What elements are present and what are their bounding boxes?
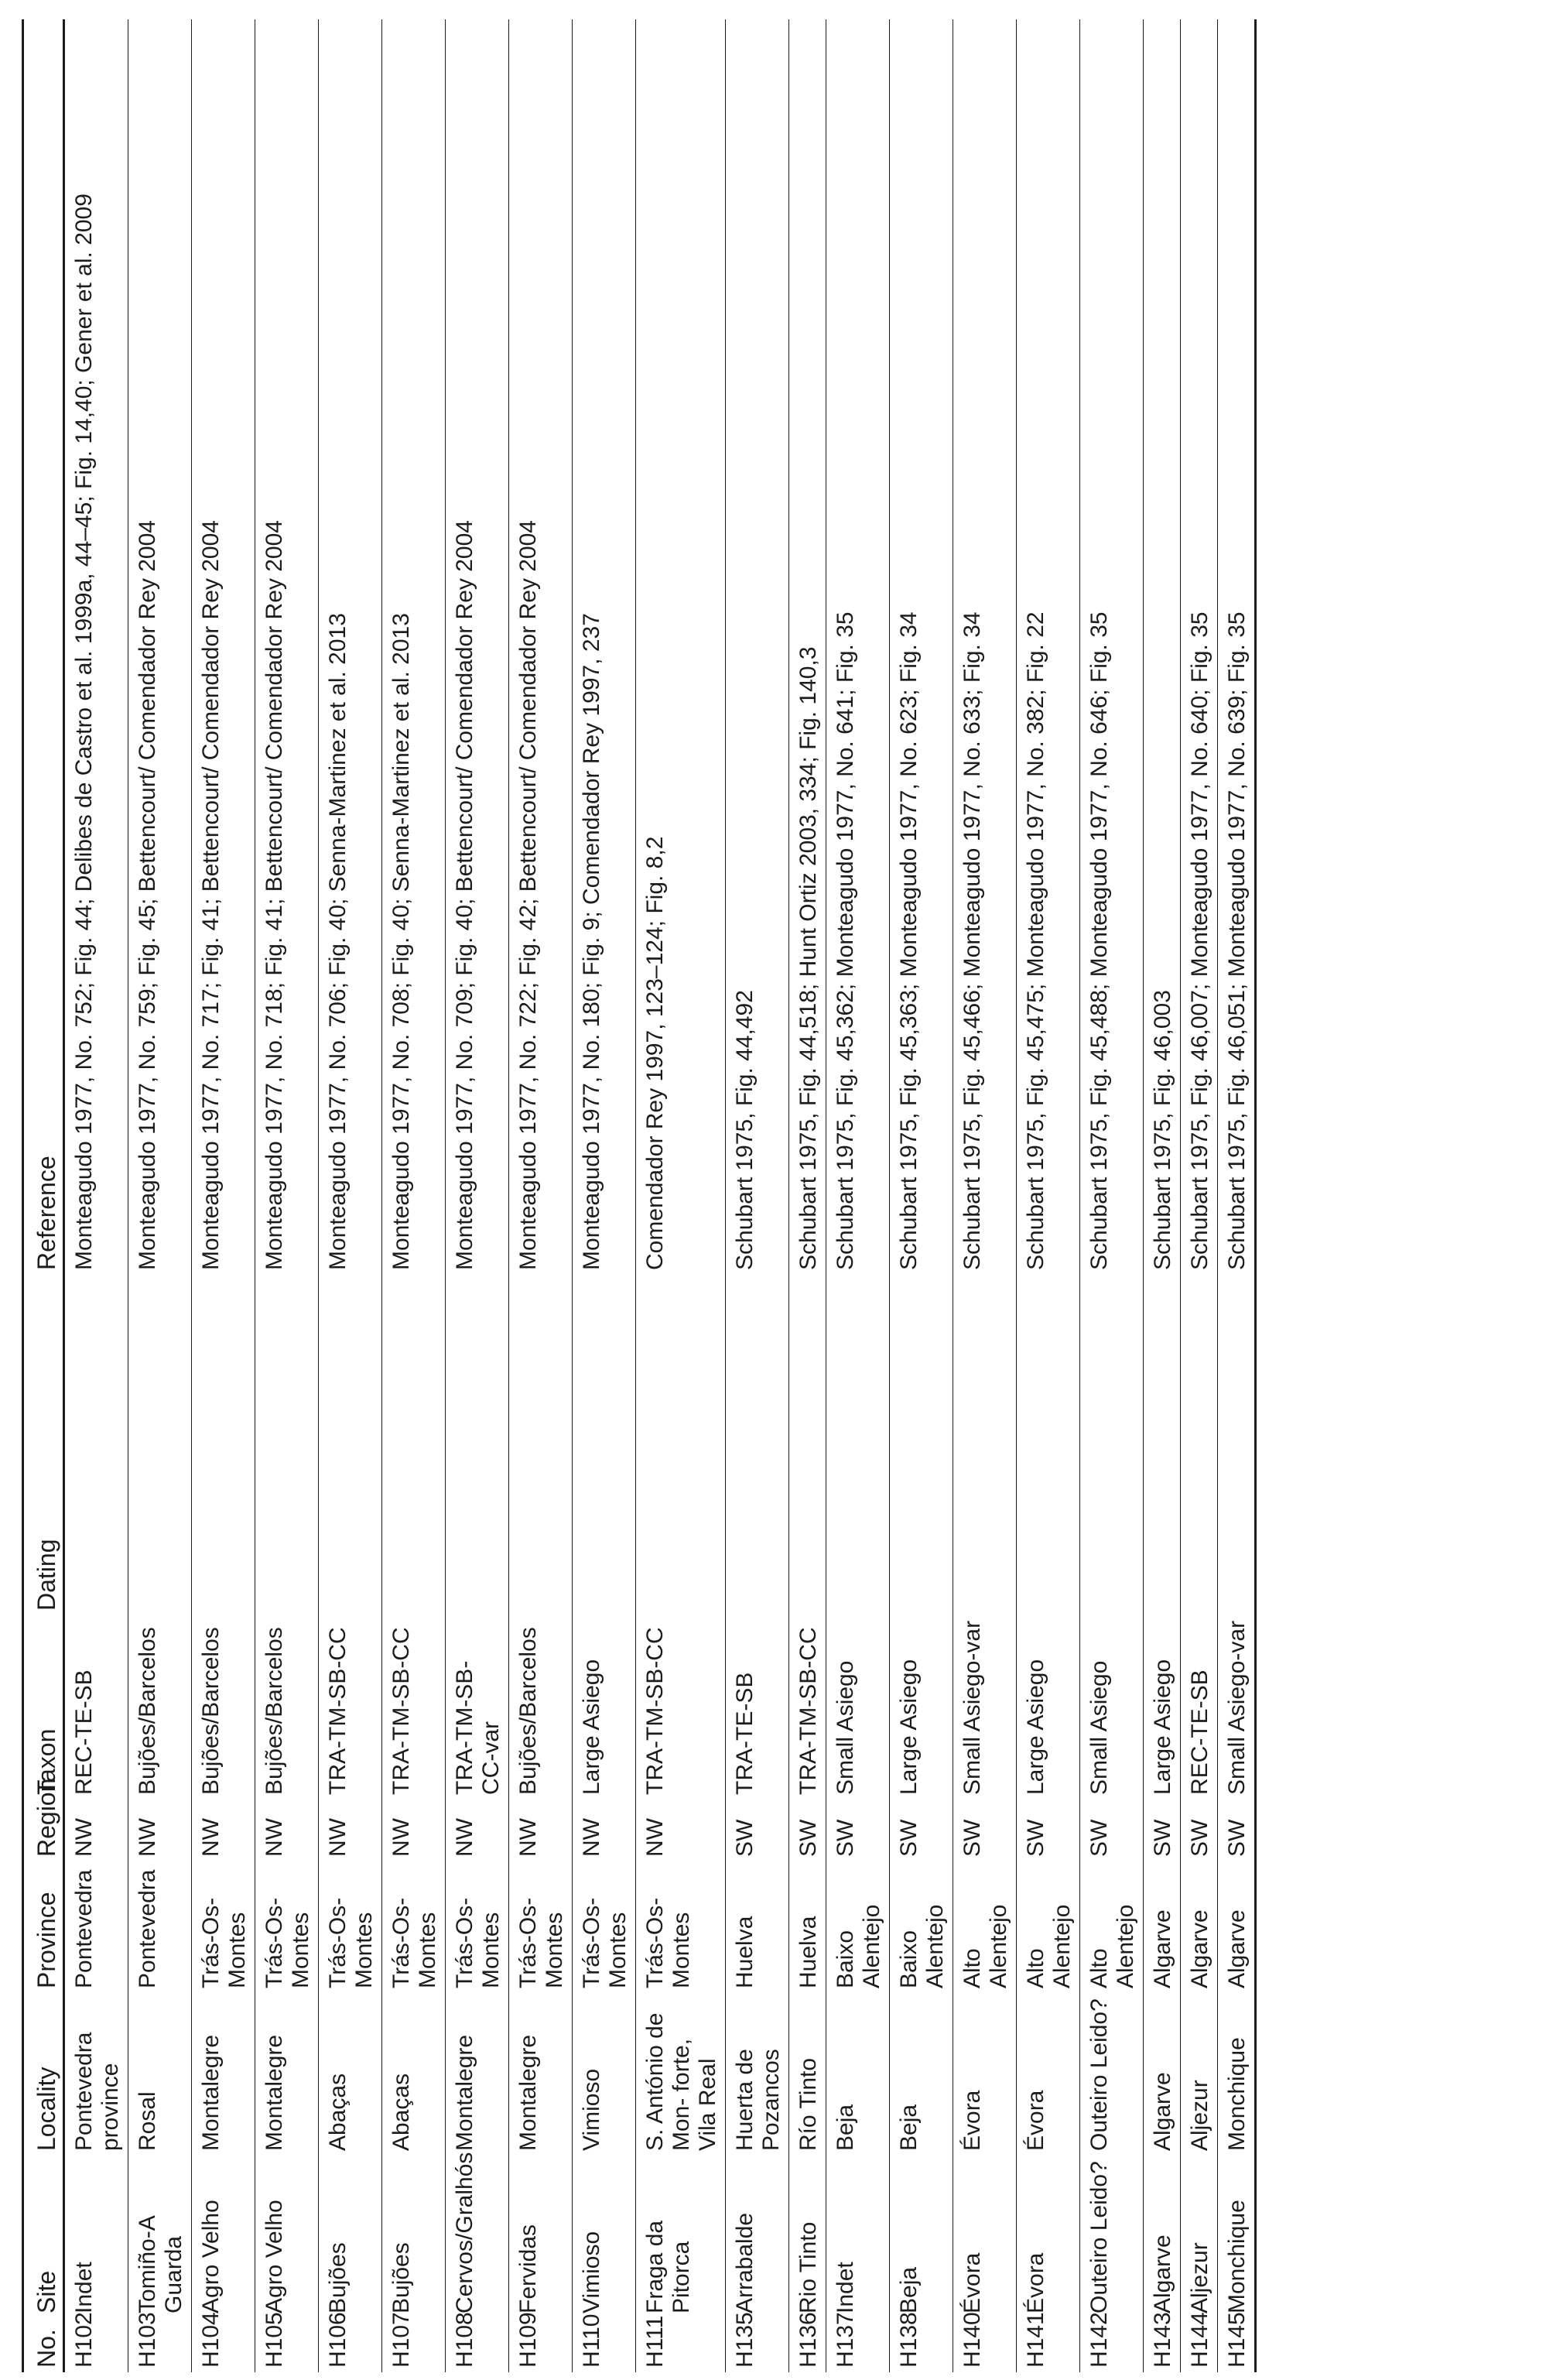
cell-site: Cervos/Gralhós xyxy=(446,2156,509,2318)
table-row xyxy=(64,19,128,2372)
cell-province: Trás-Os-Montes xyxy=(192,1861,255,1993)
table-row xyxy=(192,19,255,2372)
cell-locality: Montalegre xyxy=(255,1993,319,2156)
cell-dating xyxy=(573,1275,636,1615)
header-region: Region xyxy=(23,1800,64,1861)
table-row xyxy=(128,19,192,2372)
cell-locality: Río Tinto xyxy=(789,1993,826,2156)
cell-reference: Schubart 1975, Fig. 45,362; Monteagudo 1977, No. 641; Fig. 35 xyxy=(826,19,890,1275)
cell-province: Pontevedra xyxy=(64,1861,128,1993)
table-row xyxy=(1017,19,1080,2372)
cell-taxon: Large Asiego xyxy=(573,1615,636,1800)
cell-province: Baixo Alentejo xyxy=(826,1861,890,1993)
table-row xyxy=(890,19,953,2372)
cell-site: Algarve xyxy=(1144,2156,1181,2318)
table-row xyxy=(636,19,726,2372)
table-header-row xyxy=(23,19,64,2372)
cell-reference: Monteagudo 1977, No. 180; Fig. 9; Comendador Rey 1997, 237 xyxy=(573,19,636,1275)
cell-region: NW xyxy=(382,1800,446,1861)
cell-province: Alto Alentejo xyxy=(1080,1861,1144,1993)
cell-dating xyxy=(192,1275,255,1615)
table-row xyxy=(726,19,789,2372)
cell-locality: Pontevedra province xyxy=(64,1993,128,2156)
cell-no: H107 xyxy=(382,2318,446,2372)
cell-locality: Algarve xyxy=(1144,1993,1181,2156)
cell-region: NW xyxy=(573,1800,636,1861)
cell-taxon: Small Asiego xyxy=(1080,1615,1144,1800)
cell-taxon: TRA-TM-SB-CC xyxy=(636,1615,726,1800)
cell-taxon: Bujões/Barcelos xyxy=(192,1615,255,1800)
cell-site: Vimioso xyxy=(573,2156,636,2318)
cell-reference: Schubart 1975, Fig. 45,475; Monteagudo 1977, No. 382; Fig. 22 xyxy=(1017,19,1080,1275)
header-dating: Dating xyxy=(23,1275,64,1615)
cell-dating xyxy=(255,1275,319,1615)
cell-locality: Abaças xyxy=(382,1993,446,2156)
cell-dating xyxy=(319,1275,382,1615)
cell-dating xyxy=(890,1275,953,1615)
cell-locality: Montalegre xyxy=(446,1993,509,2156)
cell-dating xyxy=(1080,1275,1144,1615)
cell-reference: Schubart 1975, Fig. 46,003 xyxy=(1144,19,1181,1275)
table-row xyxy=(1144,19,1181,2372)
cell-region: NW xyxy=(255,1800,319,1861)
cell-site: Indet xyxy=(64,2156,128,2318)
cell-locality: Monchique xyxy=(1218,1993,1256,2156)
cell-reference: Schubart 1975, Fig. 45,488; Monteagudo 1977, No. 646; Fig. 35 xyxy=(1080,19,1144,1275)
cell-taxon: Bujões/Barcelos xyxy=(128,1615,192,1800)
cell-no: H103 xyxy=(128,2318,192,2372)
cell-taxon: TRA-TM-SB-CC xyxy=(319,1615,382,1800)
cell-reference: Schubart 1975, Fig. 46,007; Monteagudo 1977, No. 640; Fig. 35 xyxy=(1181,19,1218,1275)
cell-locality: Aljezur xyxy=(1181,1993,1218,2156)
cell-province: Huelva xyxy=(789,1861,826,1993)
cell-region: SW xyxy=(1017,1800,1080,1861)
cell-reference: Monteagudo 1977, No. 708; Fig. 40; Senna-Martinez et al. 2013 xyxy=(382,19,446,1275)
catalogue-table xyxy=(22,19,1257,2372)
cell-no: H136 xyxy=(789,2318,826,2372)
cell-region: SW xyxy=(826,1800,890,1861)
cell-locality: Beja xyxy=(890,1993,953,2156)
cell-province: Trás-Os-Montes xyxy=(255,1861,319,1993)
cell-locality: Évora xyxy=(953,1993,1017,2156)
cell-dating xyxy=(1218,1275,1256,1615)
cell-dating xyxy=(1144,1275,1181,1615)
cell-site: Agro Velho xyxy=(255,2156,319,2318)
header-province: Province xyxy=(23,1861,64,1993)
cell-locality: Montalegre xyxy=(509,1993,573,2156)
cell-no: H141 xyxy=(1017,2318,1080,2372)
cell-no: H143 xyxy=(1144,2318,1181,2372)
cell-no: H104 xyxy=(192,2318,255,2372)
cell-no: H140 xyxy=(953,2318,1017,2372)
cell-reference: Monteagudo 1977, No. 706; Fig. 40; Senna-Martinez et al. 2013 xyxy=(319,19,382,1275)
table-row xyxy=(1218,19,1256,2372)
table-row xyxy=(382,19,446,2372)
cell-locality: Montalegre xyxy=(192,1993,255,2156)
cell-no: H110 xyxy=(573,2318,636,2372)
cell-taxon: Small Asiego-var xyxy=(953,1615,1017,1800)
cell-province: Trás-Os-Montes xyxy=(509,1861,573,1993)
cell-reference: Monteagudo 1977, No. 759; Fig. 45; Bettencourt/ Comendador Rey 2004 xyxy=(128,19,192,1275)
cell-locality: Évora xyxy=(1017,1993,1080,2156)
header-locality: Locality xyxy=(23,1993,64,2156)
table-row xyxy=(1080,19,1144,2372)
cell-region: NW xyxy=(446,1800,509,1861)
header-site: Site xyxy=(23,2156,64,2318)
cell-region: NW xyxy=(509,1800,573,1861)
cell-site: Fervidas xyxy=(509,2156,573,2318)
cell-province: Algarve xyxy=(1144,1861,1181,1993)
cell-region: SW xyxy=(1144,1800,1181,1861)
table-row xyxy=(789,19,826,2372)
cell-taxon: TRA-TM-SB-CC xyxy=(382,1615,446,1800)
cell-province: Trás-Os-Montes xyxy=(573,1861,636,1993)
cell-reference: Monteagudo 1977, No. 717; Fig. 41; Bettencourt/ Comendador Rey 2004 xyxy=(192,19,255,1275)
cell-site: Évora xyxy=(1017,2156,1080,2318)
table-row xyxy=(826,19,890,2372)
cell-locality: S. António de Mon- forte, Vila Real xyxy=(636,1993,726,2156)
cell-site: Monchique xyxy=(1218,2156,1256,2318)
cell-site: Arrabalde xyxy=(726,2156,789,2318)
cell-no: H106 xyxy=(319,2318,382,2372)
cell-no: H108 xyxy=(446,2318,509,2372)
cell-site: Rio Tinto xyxy=(789,2156,826,2318)
cell-site: Fraga da Pitorca xyxy=(636,2156,726,2318)
cell-reference: Schubart 1975, Fig. 44,492 xyxy=(726,19,789,1275)
cell-region: SW xyxy=(890,1800,953,1861)
cell-taxon: Bujões/Barcelos xyxy=(509,1615,573,1800)
cell-site: Indet xyxy=(826,2156,890,2318)
cell-no: H144 xyxy=(1181,2318,1218,2372)
cell-no: H111 xyxy=(636,2318,726,2372)
table-row xyxy=(319,19,382,2372)
cell-province: Algarve xyxy=(1218,1861,1256,1993)
cell-dating xyxy=(953,1275,1017,1615)
cell-locality: Vimioso xyxy=(573,1993,636,2156)
cell-reference: Schubart 1975, Fig. 44,518; Hunt Ortiz 2003, 334; Fig. 140,3 xyxy=(789,19,826,1275)
cell-reference: Schubart 1975, Fig. 46,051; Monteagudo 1977, No. 639; Fig. 35 xyxy=(1218,19,1256,1275)
cell-no: H109 xyxy=(509,2318,573,2372)
cell-taxon: Small Asiego xyxy=(826,1615,890,1800)
cell-province: Alto Alentejo xyxy=(953,1861,1017,1993)
cell-locality: Beja xyxy=(826,1993,890,2156)
cell-region: NW xyxy=(636,1800,726,1861)
table-row xyxy=(1181,19,1218,2372)
cell-no: H102 xyxy=(64,2318,128,2372)
cell-region: SW xyxy=(953,1800,1017,1861)
cell-region: SW xyxy=(726,1800,789,1861)
cell-region: NW xyxy=(64,1800,128,1861)
cell-site: Aljezur xyxy=(1181,2156,1218,2318)
cell-province: Trás-Os-Montes xyxy=(636,1861,726,1993)
cell-taxon: Large Asiego xyxy=(890,1615,953,1800)
cell-region: SW xyxy=(1218,1800,1256,1861)
cell-dating xyxy=(789,1275,826,1615)
cell-reference: Comendador Rey 1997, 123–124; Fig. 8,2 xyxy=(636,19,726,1275)
cell-site: Outeiro Leido? xyxy=(1080,2156,1144,2318)
cell-reference: Monteagudo 1977, No. 752; Fig. 44; Delibes de Castro et al. 1999a, 44–45; Fig. 14,40; Gener et al. 2009 xyxy=(64,19,128,1275)
cell-dating xyxy=(128,1275,192,1615)
cell-province: Baixo Alentejo xyxy=(890,1861,953,1993)
table-row xyxy=(953,19,1017,2372)
cell-region: SW xyxy=(1181,1800,1218,1861)
header-reference: Reference xyxy=(23,19,64,1275)
cell-region: NW xyxy=(192,1800,255,1861)
cell-taxon: TRA-TM-SB-CC-var xyxy=(446,1615,509,1800)
cell-site: Tomiño-A Guarda xyxy=(128,2156,192,2318)
header-taxon: Taxon xyxy=(23,1615,64,1800)
cell-reference: Monteagudo 1977, No. 718; Fig. 41; Bettencourt/ Comendador Rey 2004 xyxy=(255,19,319,1275)
cell-dating xyxy=(1181,1275,1218,1615)
cell-locality: Huerta de Pozancos xyxy=(726,1993,789,2156)
cell-reference: Schubart 1975, Fig. 45,363; Monteagudo 1977, No. 623; Fig. 34 xyxy=(890,19,953,1275)
cell-dating xyxy=(509,1275,573,1615)
cell-no: H138 xyxy=(890,2318,953,2372)
cell-taxon: Bujões/Barcelos xyxy=(255,1615,319,1800)
cell-province: Huelva xyxy=(726,1861,789,1993)
header-no: No. xyxy=(23,2318,64,2372)
cell-locality: Rosal xyxy=(128,1993,192,2156)
table-row xyxy=(446,19,509,2372)
cell-province: Algarve xyxy=(1181,1861,1218,1993)
cell-no: H145 xyxy=(1218,2318,1256,2372)
cell-reference: Monteagudo 1977, No. 709; Fig. 40; Bettencourt/ Comendador Rey 2004 xyxy=(446,19,509,1275)
cell-taxon: Small Asiego-var xyxy=(1218,1615,1256,1800)
cell-no: H105 xyxy=(255,2318,319,2372)
cell-province: Trás-Os-Montes xyxy=(382,1861,446,1993)
cell-taxon: Large Asiego xyxy=(1144,1615,1181,1800)
table-row xyxy=(255,19,319,2372)
cell-province: Pontevedra xyxy=(128,1861,192,1993)
cell-province: Trás-Os-Montes xyxy=(319,1861,382,1993)
cell-site: Bujões xyxy=(382,2156,446,2318)
cell-site: Bujões xyxy=(319,2156,382,2318)
cell-locality: Outeiro Leido? xyxy=(1080,1993,1144,2156)
table-body xyxy=(64,19,1256,2372)
cell-region: NW xyxy=(319,1800,382,1861)
cell-dating xyxy=(1017,1275,1080,1615)
cell-site: Agro Velho xyxy=(192,2156,255,2318)
cell-taxon: REC-TE-SB xyxy=(1181,1615,1218,1800)
cell-locality: Abaças xyxy=(319,1993,382,2156)
cell-dating xyxy=(64,1275,128,1615)
cell-site: Beja xyxy=(890,2156,953,2318)
cell-region: NW xyxy=(128,1800,192,1861)
cell-dating xyxy=(382,1275,446,1615)
cell-reference: Monteagudo 1977, No. 722; Fig. 42; Bettencourt/ Comendador Rey 2004 xyxy=(509,19,573,1275)
cell-no: H135 xyxy=(726,2318,789,2372)
cell-taxon: TRA-TE-SB xyxy=(726,1615,789,1800)
cell-taxon: TRA-TM-SB-CC xyxy=(789,1615,826,1800)
cell-dating xyxy=(446,1275,509,1615)
cell-taxon: Large Asiego xyxy=(1017,1615,1080,1800)
cell-no: H137 xyxy=(826,2318,890,2372)
table-row xyxy=(573,19,636,2372)
cell-region: SW xyxy=(789,1800,826,1861)
cell-dating xyxy=(636,1275,726,1615)
cell-province: Alto Alentejo xyxy=(1017,1861,1080,1993)
cell-site: Évora xyxy=(953,2156,1017,2318)
cell-province: Trás-Os-Montes xyxy=(446,1861,509,1993)
cell-no: H142 xyxy=(1080,2318,1144,2372)
cell-dating xyxy=(826,1275,890,1615)
table-row xyxy=(509,19,573,2372)
cell-reference: Schubart 1975, Fig. 45,466; Monteagudo 1977, No. 633; Fig. 34 xyxy=(953,19,1017,1275)
cell-taxon: REC-TE-SB xyxy=(64,1615,128,1800)
cell-dating xyxy=(726,1275,789,1615)
cell-region: SW xyxy=(1080,1800,1144,1861)
